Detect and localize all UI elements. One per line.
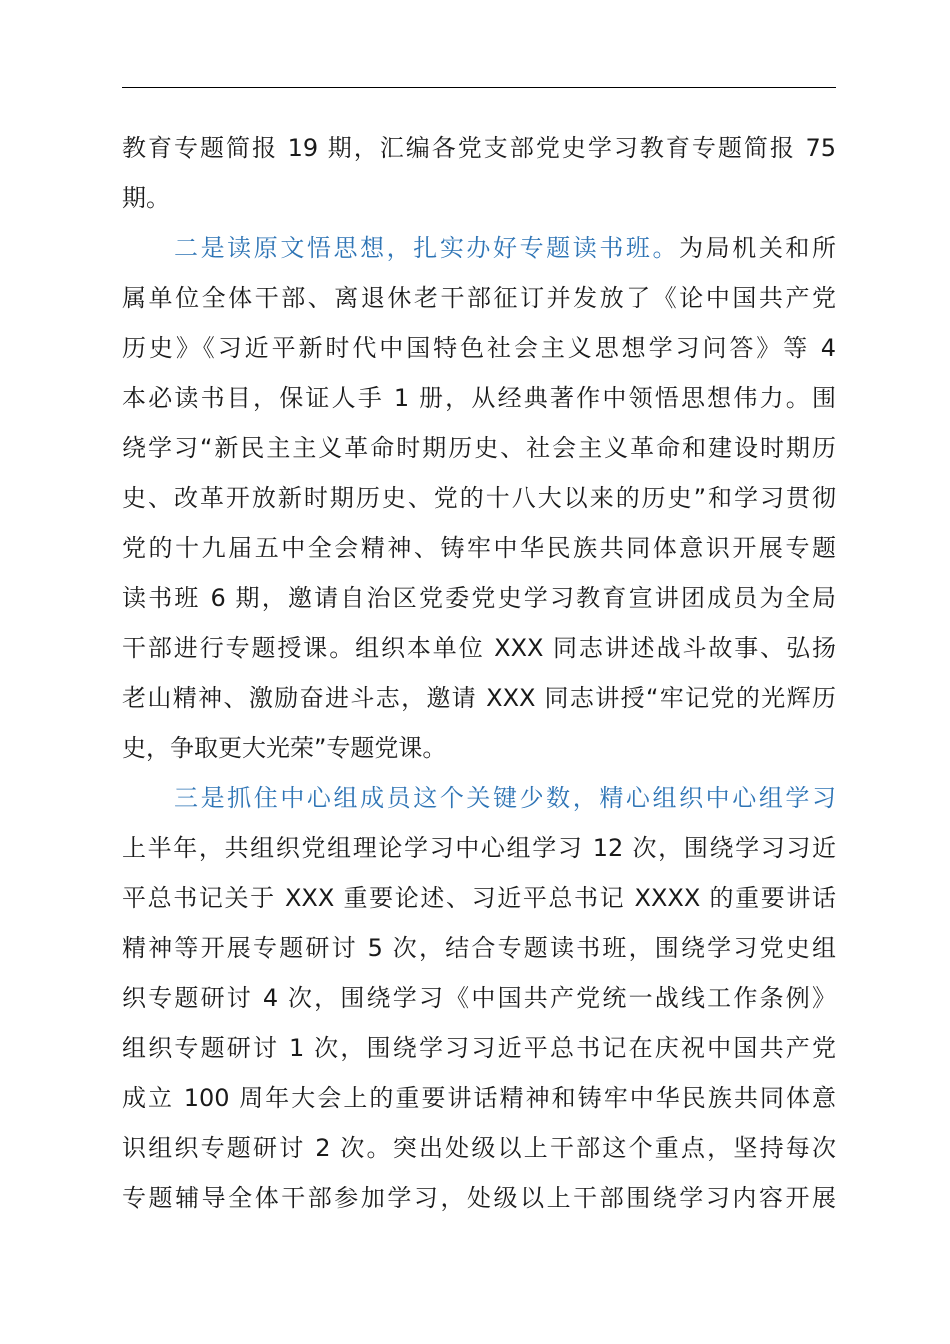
text-line: 期。: [122, 184, 170, 212]
paragraph-first-line: [122, 223, 836, 273]
section-heading: 二是读原文悟思想，扎实办好专题读书班。: [174, 234, 680, 262]
text-line: 平总书记关于 XXX 重要论述、习近平总书记 XXXX 的重要讲话: [122, 884, 836, 912]
text-line: 组织专题研讨 1 次，围绕学习习近平总书记在庆祝中国共产党: [122, 1034, 836, 1062]
text-line: 精神等开展专题研讨 5 次，结合专题读书班，围绕学习党史组: [122, 934, 836, 962]
text-line: 识组织专题研讨 2 次。突出处级以上干部这个重点，坚持每次: [122, 1134, 836, 1162]
text-line: 织专题研讨 4 次，围绕学习《中国共产党统一战线工作条例》: [122, 984, 836, 1012]
text-line: 上半年，共组织党组理论学习中心组学习 12 次，围绕学习习近: [122, 834, 836, 862]
text-line: 教育专题简报 19 期，汇编各党支部党史学习教育专题简报 75: [122, 134, 836, 162]
text-line: 史，争取更大光荣”专题党课。: [122, 734, 447, 762]
text-line: 史、改革开放新时期历史、党的十八大以来的历史”和学习贯彻: [122, 484, 836, 512]
document-body: [122, 123, 836, 1223]
text-line: 绕学习“新民主主义革命时期历史、社会主义革命和建设时期历: [122, 434, 836, 462]
text-line: 老山精神、激励奋进斗志，邀请 XXX 同志讲授“牢记党的光辉历: [122, 684, 836, 712]
text-line: 本必读书目，保证人手 1 册，从经典著作中领悟思想伟力。围: [122, 384, 836, 412]
paragraph-first-line: [122, 773, 836, 823]
text-line: 读书班 6 期，邀请自治区党委党史学习教育宣讲团成员为全局: [122, 584, 836, 612]
header-rule: [122, 87, 836, 88]
text-line: 党的十九届五中全会精神、铸牢中华民族共同体意识开展专题: [122, 534, 836, 562]
text-line: 属单位全体干部、离退休老干部征订并发放了《论中国共产党: [122, 284, 836, 312]
section-heading: 三是抓住中心组成员这个关键少数，精心组织中心组学习: [174, 784, 836, 812]
text-line: 干部进行专题授课。组织本单位 XXX 同志讲述战斗故事、弘扬: [122, 634, 836, 662]
text-line: 成立 100 周年大会上的重要讲话精神和铸牢中华民族共同体意: [122, 1084, 836, 1112]
text-segment: 为局机关和所: [679, 234, 836, 262]
text-line: 专题辅导全体干部参加学习，处级以上干部围绕学习内容开展: [122, 1184, 836, 1212]
text-line: 历史》《习近平新时代中国特色社会主义思想学习问答》等 4: [122, 334, 836, 362]
